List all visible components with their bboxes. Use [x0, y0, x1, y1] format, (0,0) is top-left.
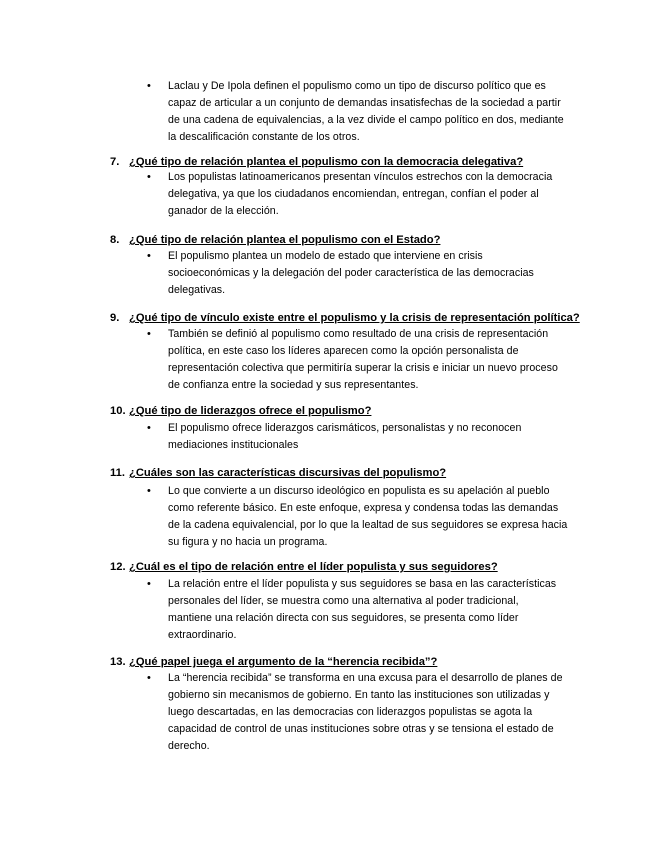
question-heading	[110, 404, 371, 419]
question-number: 12.	[110, 561, 126, 573]
question-text: ¿Qué tipo de vínculo existe entre el populismo y la crisis de representación política?	[129, 312, 580, 324]
question-number: 10.	[110, 405, 126, 417]
bullet-marker: •	[147, 422, 151, 434]
answer-line: de confianza entre la sociedad y sus representantes.	[168, 379, 419, 391]
question-number: 13.	[110, 656, 126, 668]
question-heading	[110, 655, 437, 670]
bullet-line: Laclau y De Ipola definen el populismo como un tipo de discurso político que es	[168, 80, 546, 92]
answer-line: La “herencia recibida” se transforma en una excusa para el desarrollo de planes de	[168, 672, 563, 684]
answer-line: representación colectiva que permitiría superar la crisis e iniciar un nuevo proceso	[168, 362, 558, 374]
answer-line: luego descartadas, en las democracias con liderazgos populistas se agota la	[168, 706, 533, 718]
question-heading	[110, 560, 498, 575]
answer-line: mediaciones institucionales	[168, 439, 299, 451]
answer-line: su figura y no hacia un programa.	[168, 536, 328, 548]
question-number: 11.	[110, 467, 125, 479]
question-text: ¿Cuáles son las características discursivas del populismo?	[129, 467, 447, 479]
bullet-line: capaz de articular a un conjunto de demandas insatisfechas de la sociedad a partir	[168, 97, 561, 109]
answer-line: delegativa, ya que los ciudadanos encomiendan, entregan, confían el poder al	[168, 188, 539, 200]
bullet-marker: •	[147, 171, 151, 183]
bullet-line: la descalificación constante de los otros.	[168, 131, 360, 143]
answer-line: Los populistas latinoamericanos presentan vínculos estrechos con la democracia	[168, 171, 553, 183]
answer-line: capacidad de control de unas instituciones sobre otras y se tensiona el estado de	[168, 723, 554, 735]
bullet-marker: •	[147, 485, 151, 497]
bullet-marker: •	[147, 80, 151, 92]
question-text: ¿Cuál es el tipo de relación entre el líder populista y sus seguidores?	[129, 561, 498, 573]
bullet-marker: •	[147, 672, 151, 684]
answer-line: como referente básico. En este enfoque, expresa y condensa todas las demandas	[168, 502, 559, 514]
answer-line: derecho.	[168, 740, 210, 752]
question-text: ¿Qué tipo de relación plantea el populismo con la democracia delegativa?	[129, 156, 524, 168]
answer-line: ganador de la elección.	[168, 205, 279, 217]
answer-line: personales del líder, se muestra como una alternativa al poder tradicional,	[168, 595, 519, 607]
bullet-marker: •	[147, 328, 151, 340]
answer-line: El populismo ofrece liderazgos carismáticos, personalistas y no reconocen	[168, 422, 522, 434]
answer-line: El populismo plantea un modelo de estado que interviene en crisis	[168, 250, 483, 262]
question-number: 7.	[110, 156, 120, 168]
question-heading	[110, 155, 523, 170]
question-heading	[110, 233, 440, 248]
answer-line: gobierno sin mecanismos de gobierno. En tanto las instituciones son utilizadas y	[168, 689, 550, 701]
answer-line: socioeconómicas y la delegación del poder característica de las democracias	[168, 267, 534, 279]
answer-line: Lo que convierte a un discurso ideológico en populista es su apelación al pueblo	[168, 485, 550, 497]
question-text: ¿Qué tipo de relación plantea el populismo con el Estado?	[129, 234, 441, 246]
answer-line: mantiene una relación directa con sus seguidores, se presenta como líder	[168, 612, 519, 624]
answer-line: La relación entre el líder populista y sus seguidores se basa en las características	[168, 578, 557, 590]
question-heading	[110, 466, 446, 481]
answer-line: extraordinario.	[168, 629, 237, 641]
bullet-line: de una cadena de equivalencias, a la vez divide el campo político en dos, mediante	[168, 114, 564, 126]
question-number: 8.	[110, 234, 120, 246]
question-text: ¿Qué papel juega el argumento de la “herencia recibida”?	[129, 656, 438, 668]
answer-line: También se definió al populismo como resultado de una crisis de representación	[168, 328, 549, 340]
question-number: 9.	[110, 312, 120, 324]
answer-line: de la cadena equivalencial, por lo que la lealtad de sus seguidores se expresa hacia	[168, 519, 568, 531]
bullet-marker: •	[147, 250, 151, 262]
bullet-marker: •	[147, 578, 151, 590]
question-text: ¿Qué tipo de liderazgos ofrece el populismo?	[129, 405, 372, 417]
answer-line: política, en este caso los líderes aparecen como la opción personalista de	[168, 345, 519, 357]
question-heading	[110, 311, 580, 326]
answer-line: delegativas.	[168, 284, 226, 296]
